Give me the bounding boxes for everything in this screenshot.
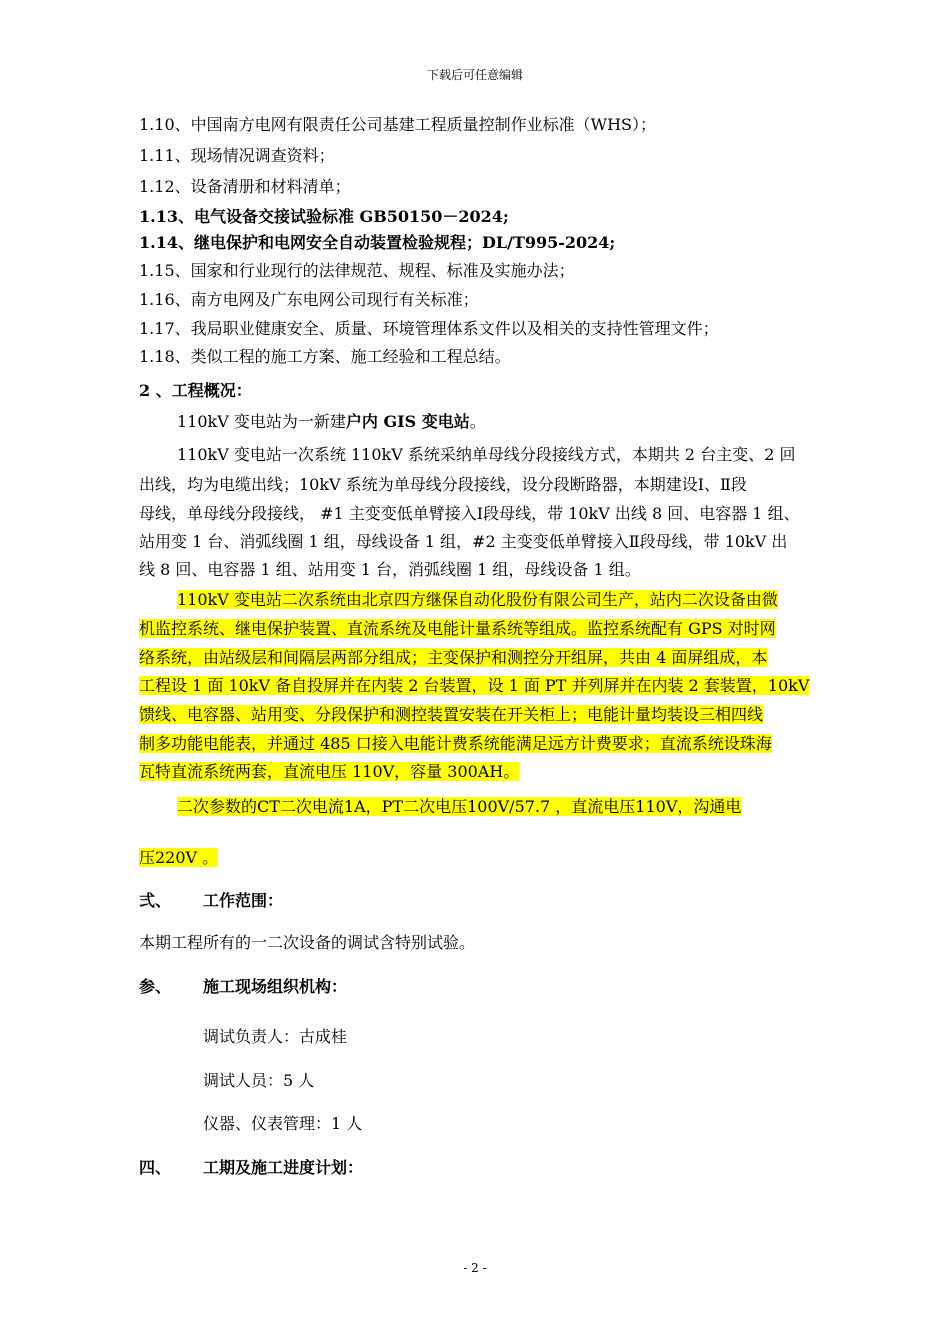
section-4-heading: 施工现场组织机构：	[203, 977, 348, 996]
ref-1-16: 1.16、南方电网及广东电网公司现行有关标准；	[139, 290, 479, 309]
para-3-line	[139, 761, 519, 783]
section-3-heading: 工作范围：	[203, 891, 284, 910]
para-2-line: 母线，单母线分段接线， #1 主变变低单臂接入Ⅰ段母线，带 10kV 出线 8 回、电容器 1 组、	[139, 504, 800, 523]
para-1-text-b: 户内 GIS 变电站	[345, 412, 470, 431]
ref-1-15: 1.15、国家和行业现行的法律规范、规程、标准及实施办法；	[139, 261, 575, 280]
org-item: 调试人员：5 人	[203, 1071, 315, 1090]
highlighted-text: 瓦特直流系统两套，直流电压 110V，容量 300AH。	[139, 762, 520, 781]
section-5-heading: 工期及施工进度计划：	[203, 1158, 364, 1177]
page-header: 下载后可任意编辑	[426, 68, 523, 82]
ref-1-17: 1.17、我局职业健康安全、质量、环境管理体系文件以及相关的支持性管理文件；	[139, 319, 719, 338]
para-4-line	[139, 847, 218, 869]
para-3-line	[139, 704, 763, 726]
ref-1-14: 1.14、继电保护和电网安全自动装置检验规程；DL/T995-2024;	[139, 233, 616, 252]
highlighted-text: 压220V 。	[139, 848, 219, 867]
section-4-number: 参、	[139, 977, 172, 996]
ref-1-11: 1.11、现场情况调查资料；	[139, 146, 335, 165]
para-3-line	[177, 589, 778, 611]
ref-1-10: 1.10、中国南方电网有限责任公司基建工程质量控制作业标准（WHS）；	[139, 115, 656, 134]
section-3-body: 本期工程所有的一二次设备的调试含特别试验。	[139, 933, 476, 952]
para-4-line	[177, 796, 741, 818]
section-4-title	[139, 976, 347, 998]
para-3-line	[139, 675, 809, 697]
section-5-number: 四、	[139, 1158, 172, 1177]
highlighted-text: 工程设 1 面 10kV 备自投屏并在内装 2 台装置，设 1 面 PT 并列屏并在内装 2 套装置，10kV	[139, 676, 810, 695]
highlighted-text: 110kV 变电站二次系统由北京四方继保自动化股份有限公司生产，站内二次设备由微	[177, 590, 778, 609]
section-3-title	[139, 890, 283, 912]
ref-1-12: 1.12、设备清册和材料清单；	[139, 177, 351, 196]
ref-1-13: 1.13、电气设备交接试验标准 GB50150－2024;	[139, 207, 509, 226]
page-number: - 2 -	[463, 1261, 487, 1275]
section-5-title	[139, 1157, 363, 1179]
section-2-para-1	[177, 411, 486, 433]
para-3-line	[139, 733, 772, 755]
para-2-line: 线 8 回、电容器 1 组、站用变 1 台，消弧线圈 1 组，母线设备 1 组。	[139, 560, 641, 579]
section-3-number: 弍、	[139, 891, 172, 910]
highlighted-text: 络系统，由站级层和间隔层两部分组成；主变保护和测控分开组屏，共由 4 面屏组成，本	[139, 648, 768, 667]
para-2-line: 站用变 1 台、消弧线圈 1 组，母线设备 1 组，#2 主变变低单臂接入Ⅱ段母线，带 10kV 出	[139, 532, 788, 551]
para-3-line	[139, 647, 767, 669]
para-3-line	[139, 618, 776, 640]
para-1-text-c: 。	[469, 412, 486, 431]
para-1-text-a: 110kV 变电站为一新建	[177, 412, 346, 431]
para-2-line: 出线，均为电缆出线；10kV 系统为单母线分段接线，设分段断路器，本期建设Ⅰ、Ⅱ段	[139, 475, 747, 494]
org-item: 调试负责人：古成桂	[203, 1027, 348, 1046]
para-2-line: 110kV 变电站一次系统 110kV 系统采纳单母线分段接线方式，本期共 2 台主变、2 回	[177, 445, 796, 464]
highlighted-text: 二次参数的CT二次电流1A，PT二次电压100V/57.7 ，直流电压110V，沟通电	[177, 797, 742, 816]
highlighted-text: 机监控系统、继电保护装置、直流系统及电能计量系统等组成。监控系统配有 GPS 对时网	[139, 619, 776, 638]
highlighted-text: 馈线、电容器、站用变、分段保护和测控装置安装在开关柜上；电能计量均装设三相四线	[139, 705, 764, 724]
ref-1-18: 1.18、类似工程的施工方案、施工经验和工程总结。	[139, 347, 511, 366]
highlighted-text: 制多功能电能表，并通过 485 口接入电能计费系统能满足远方计费要求；直流系统设珠海	[139, 734, 772, 753]
section-2-title: 2 、工程概况：	[139, 381, 252, 400]
org-item: 仪器、仪表管理：1 人	[203, 1114, 363, 1133]
